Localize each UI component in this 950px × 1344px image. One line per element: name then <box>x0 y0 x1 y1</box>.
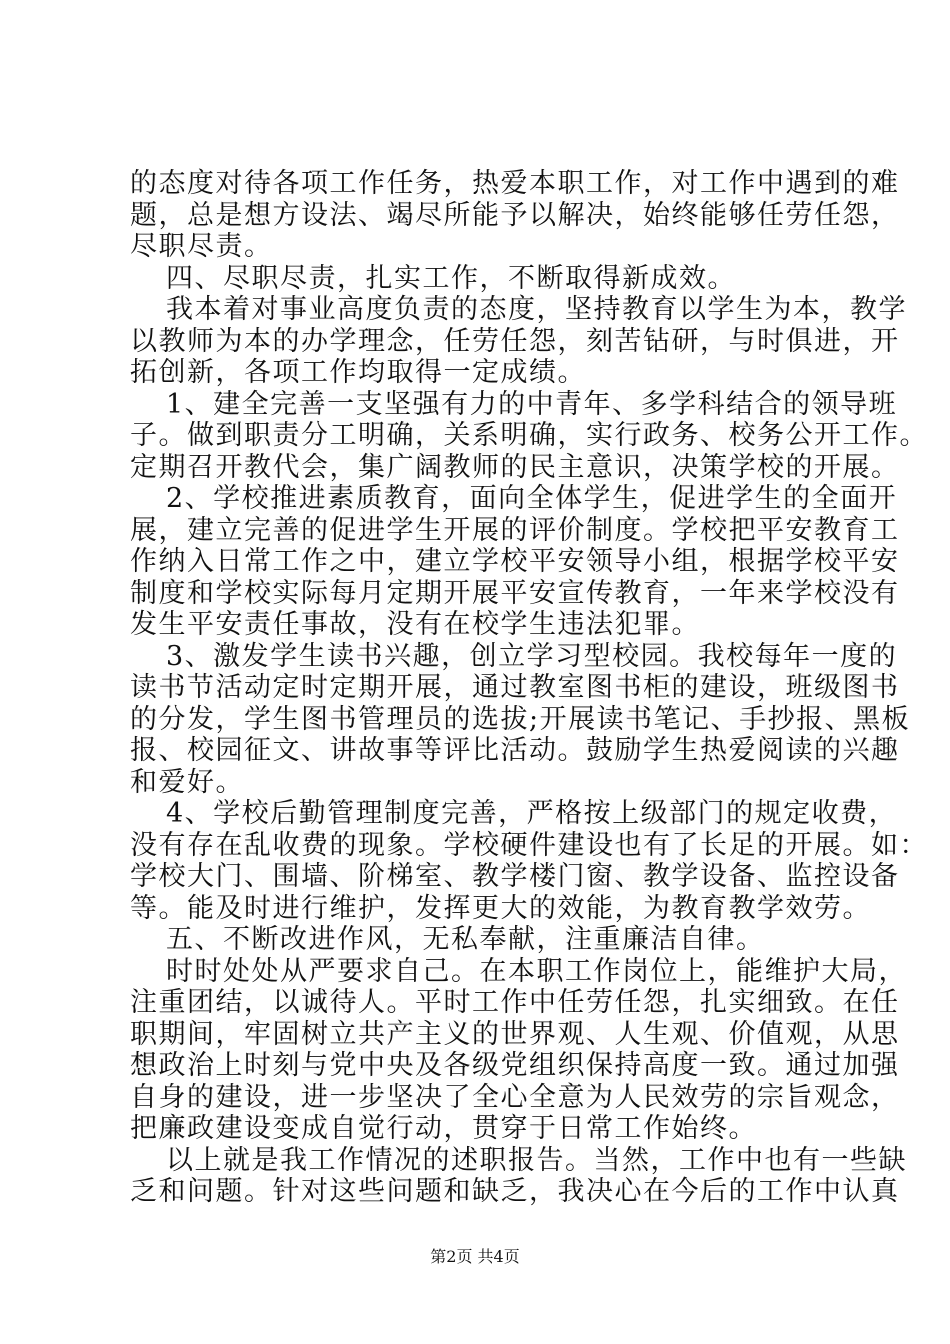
document-body <box>130 168 928 1208</box>
text-line: 五、不断改进作风，无私奉献，注重廉洁自律。 <box>166 924 765 955</box>
text-line: 作纳入日常工作之中，建立学校平安领导小组，根据学校平安 <box>130 546 900 577</box>
text-line: 和爱好。 <box>130 766 244 798</box>
text-line: 子。做到职责分工明确，关系明确，实行政务、校务公开工作。 <box>130 420 928 451</box>
text-line: 3、激发学生读书兴趣，创立学习型校园。我校每年一度的 <box>166 640 898 672</box>
text-line: 学校大门、围墙、阶梯室、教学楼门窗、教学设备、监控设备 <box>130 861 900 892</box>
text-line: 等。能及时进行维护，发挥更大的效能，为教育教学效劳。 <box>130 892 871 924</box>
text-line: 我本着对事业高度负责的态度，坚持教育以学生为本，教学 <box>166 294 907 325</box>
text-line: 乏和问题。针对这些问题和缺乏，我决心在今后的工作中认真 <box>130 1176 900 1207</box>
text-line: 没有存在乱收费的现象。学校硬件建设也有了长足的开展。如： <box>130 829 928 861</box>
text-line: 2、学校推进素质教育，面向全体学生，促进学生的全面开 <box>166 483 898 514</box>
text-line: 拓创新，各项工作均取得一定成绩。 <box>130 357 586 388</box>
text-line: 自身的建设，进一步坚决了全心全意为人民效劳的宗旨观念， <box>130 1081 900 1113</box>
text-line: 读书节活动定时定期开展，通过教室图书柜的建设，班级图书 <box>130 672 900 703</box>
text-line: 职期间，牢固树立共产主义的世界观、人生观、价值观，从思 <box>130 1018 900 1050</box>
text-line: 把廉政建设变成自觉行动，贯穿于日常工作始终。 <box>130 1113 757 1144</box>
text-line: 想政治上时刻与党中央及各级党组织保持高度一致。通过加强 <box>130 1050 900 1081</box>
text-line: 时时处处从严要求自己。在本职工作岗位上，能维护大局， <box>166 955 907 987</box>
text-line: 报、校园征文、讲故事等评比活动。鼓励学生热爱阅读的兴趣 <box>130 735 900 766</box>
text-line: 定期召开教代会，集广阔教师的民主意识，决策学校的开展。 <box>130 451 900 483</box>
text-line: 的态度对待各项工作任务，热爱本职工作，对工作中遇到的难 <box>130 168 900 199</box>
text-line: 1、建全完善一支坚强有力的中青年、多学科结合的领导班 <box>166 388 898 420</box>
text-line: 尽职尽责。 <box>130 231 273 262</box>
text-line: 以上就是我工作情况的述职报告。当然，工作中也有一些缺 <box>166 1144 907 1176</box>
text-line: 注重团结，以诚待人。平时工作中任劳任怨，扎实细致。在任 <box>130 987 900 1018</box>
text-line: 四、尽职尽责，扎实工作，不断取得新成效。 <box>166 262 736 294</box>
text-line: 发生平安责任事故，没有在校学生违法犯罪。 <box>130 609 700 640</box>
text-line: 制度和学校实际每月定期开展平安宣传教育，一年来学校没有 <box>130 577 900 609</box>
page-footer: 第2页 共4页 <box>430 1247 520 1266</box>
text-line: 以教师为本的办学理念，任劳任怨，刻苦钻研，与时俱进，开 <box>130 325 900 357</box>
text-line: 展，建立完善的促进学生开展的评价制度。学校把平安教育工 <box>130 514 900 546</box>
text-line: 题，总是想方设法、竭尽所能予以解决，始终能够任劳任怨， <box>130 199 900 231</box>
text-line: 4、学校后勤管理制度完善，严格按上级部门的规定收费， <box>166 798 898 829</box>
text-line: 的分发，学生图书管理员的选拔;开展读书笔记、手抄报、黑板 <box>130 703 911 735</box>
